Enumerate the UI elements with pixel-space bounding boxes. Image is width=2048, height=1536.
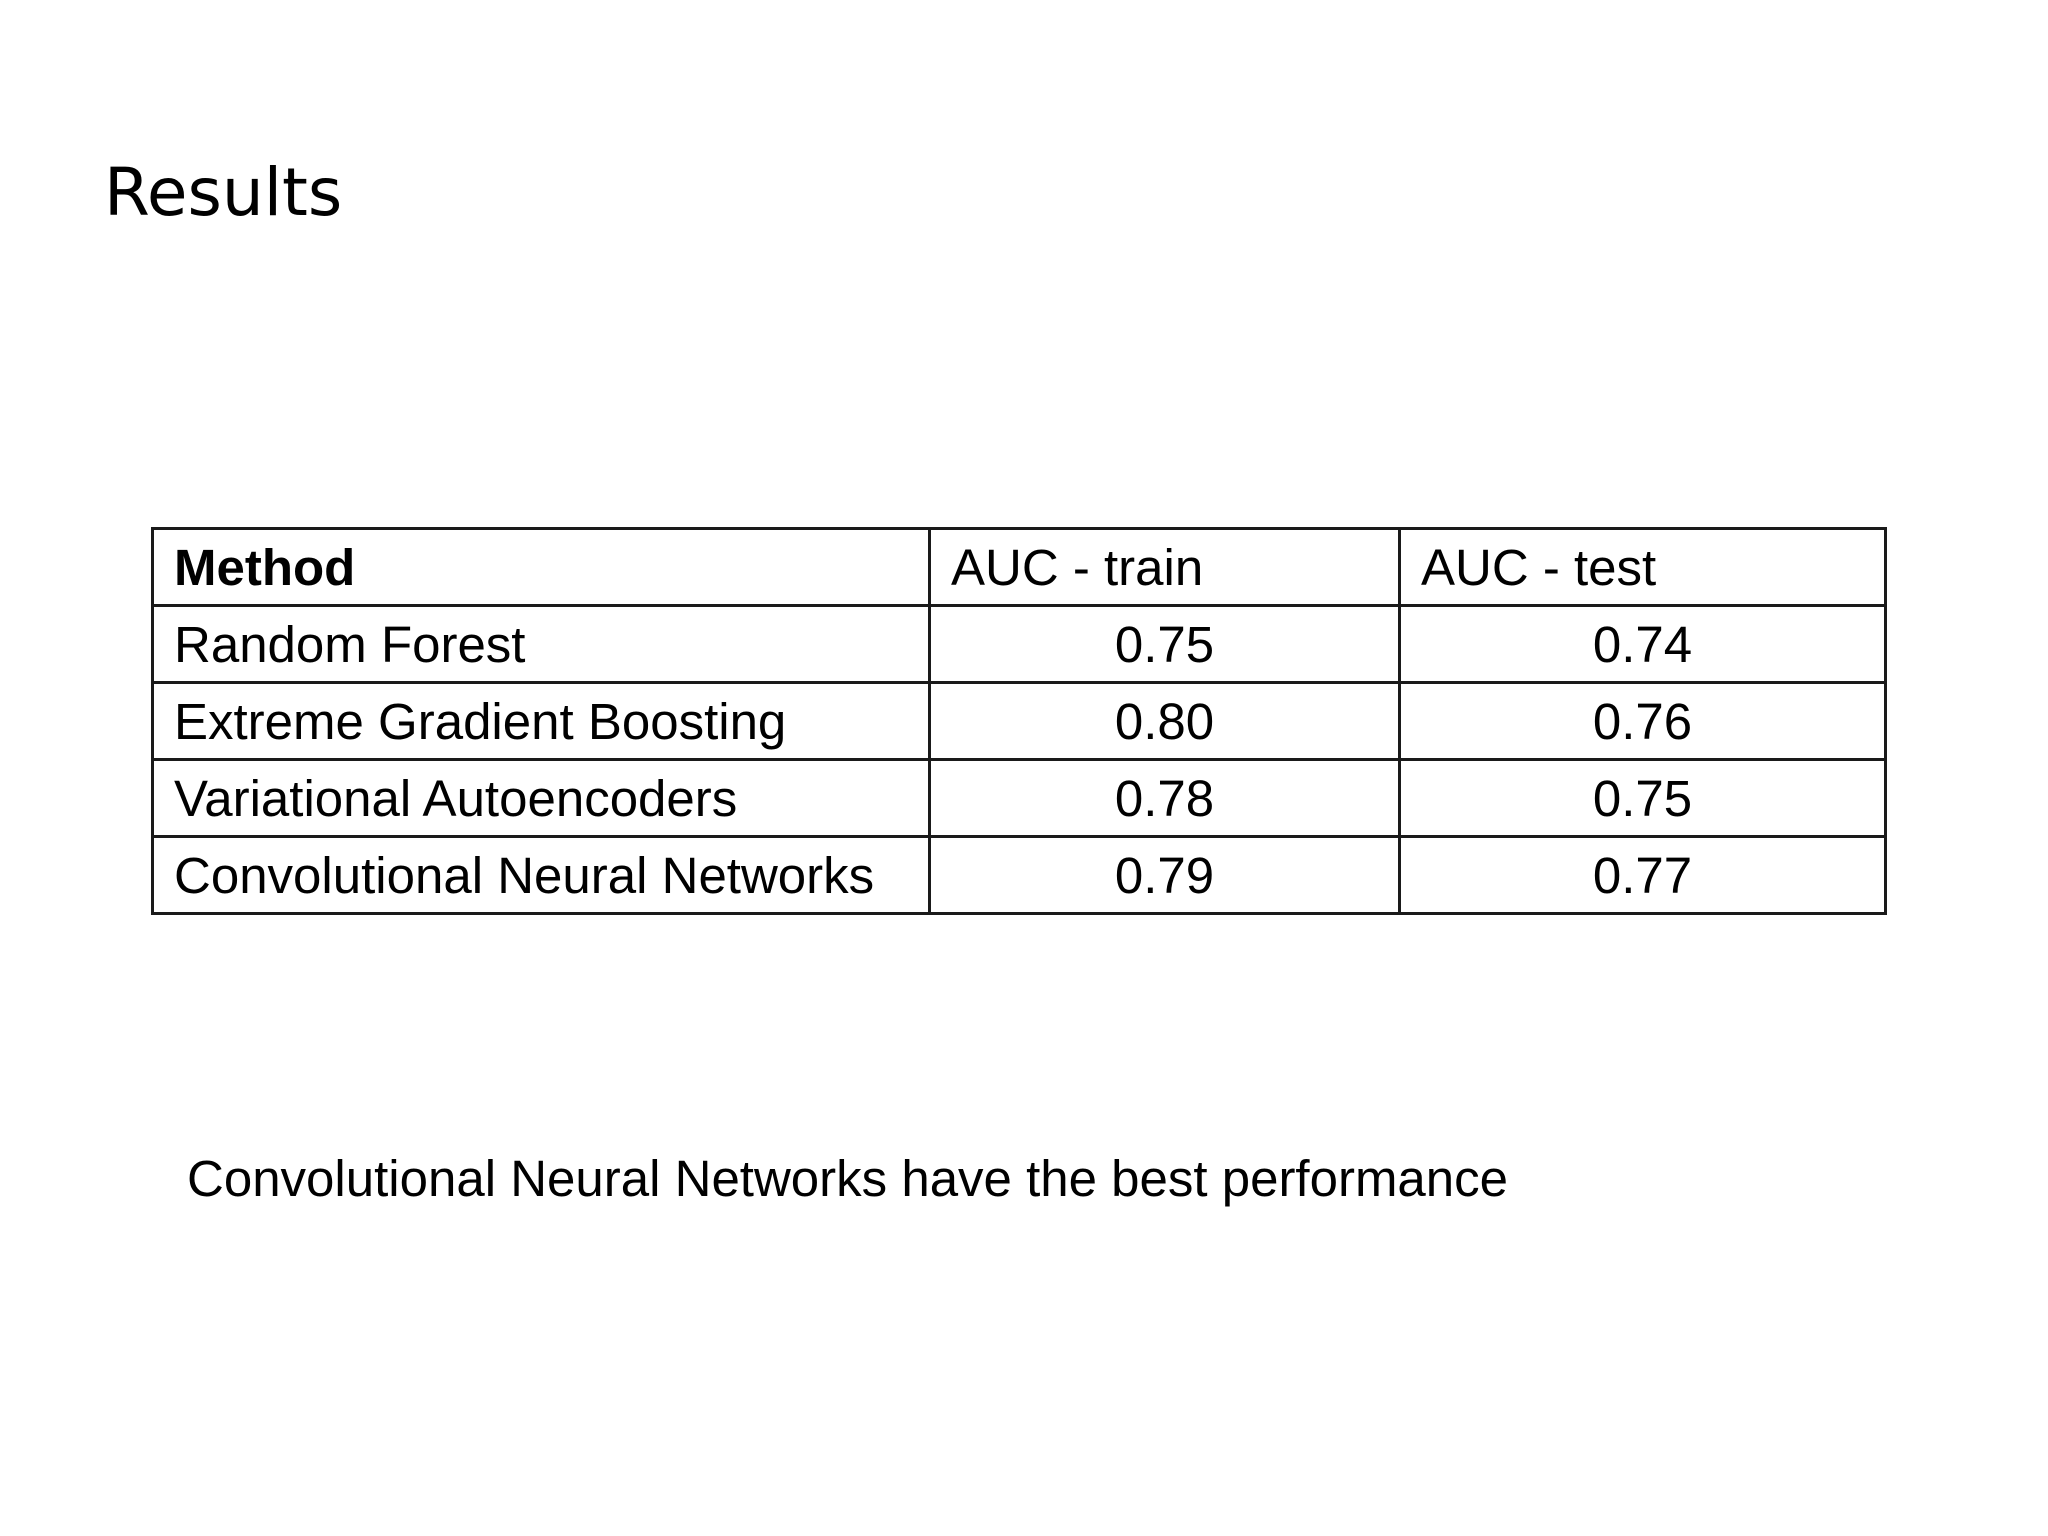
- auc-test-column-header: AUC - test: [1400, 529, 1886, 606]
- table-row: [153, 606, 1886, 683]
- auc-test-cell: 0.75: [1400, 760, 1886, 837]
- method-cell: Convolutional Neural Networks: [153, 837, 930, 914]
- auc-train-cell: 0.75: [930, 606, 1400, 683]
- auc-test-cell: 0.77: [1400, 837, 1886, 914]
- auc-train-column-header: AUC - train: [930, 529, 1400, 606]
- auc-train-cell: 0.78: [930, 760, 1400, 837]
- method-cell: Random Forest: [153, 606, 930, 683]
- auc-train-cell: 0.80: [930, 683, 1400, 760]
- table-row: [153, 837, 1886, 914]
- table-row: [153, 683, 1886, 760]
- table-header-row: [153, 529, 1886, 606]
- auc-test-cell: 0.74: [1400, 606, 1886, 683]
- auc-test-cell: 0.76: [1400, 683, 1886, 760]
- slide-title: Results: [104, 154, 343, 231]
- method-cell: Extreme Gradient Boosting: [153, 683, 930, 760]
- results-table: [151, 527, 1887, 915]
- method-column-header: Method: [153, 529, 930, 606]
- table-row: [153, 760, 1886, 837]
- method-cell: Variational Autoencoders: [153, 760, 930, 837]
- conclusion-text: Convolutional Neural Networks have the best performance: [187, 1150, 1509, 1207]
- auc-train-cell: 0.79: [930, 837, 1400, 914]
